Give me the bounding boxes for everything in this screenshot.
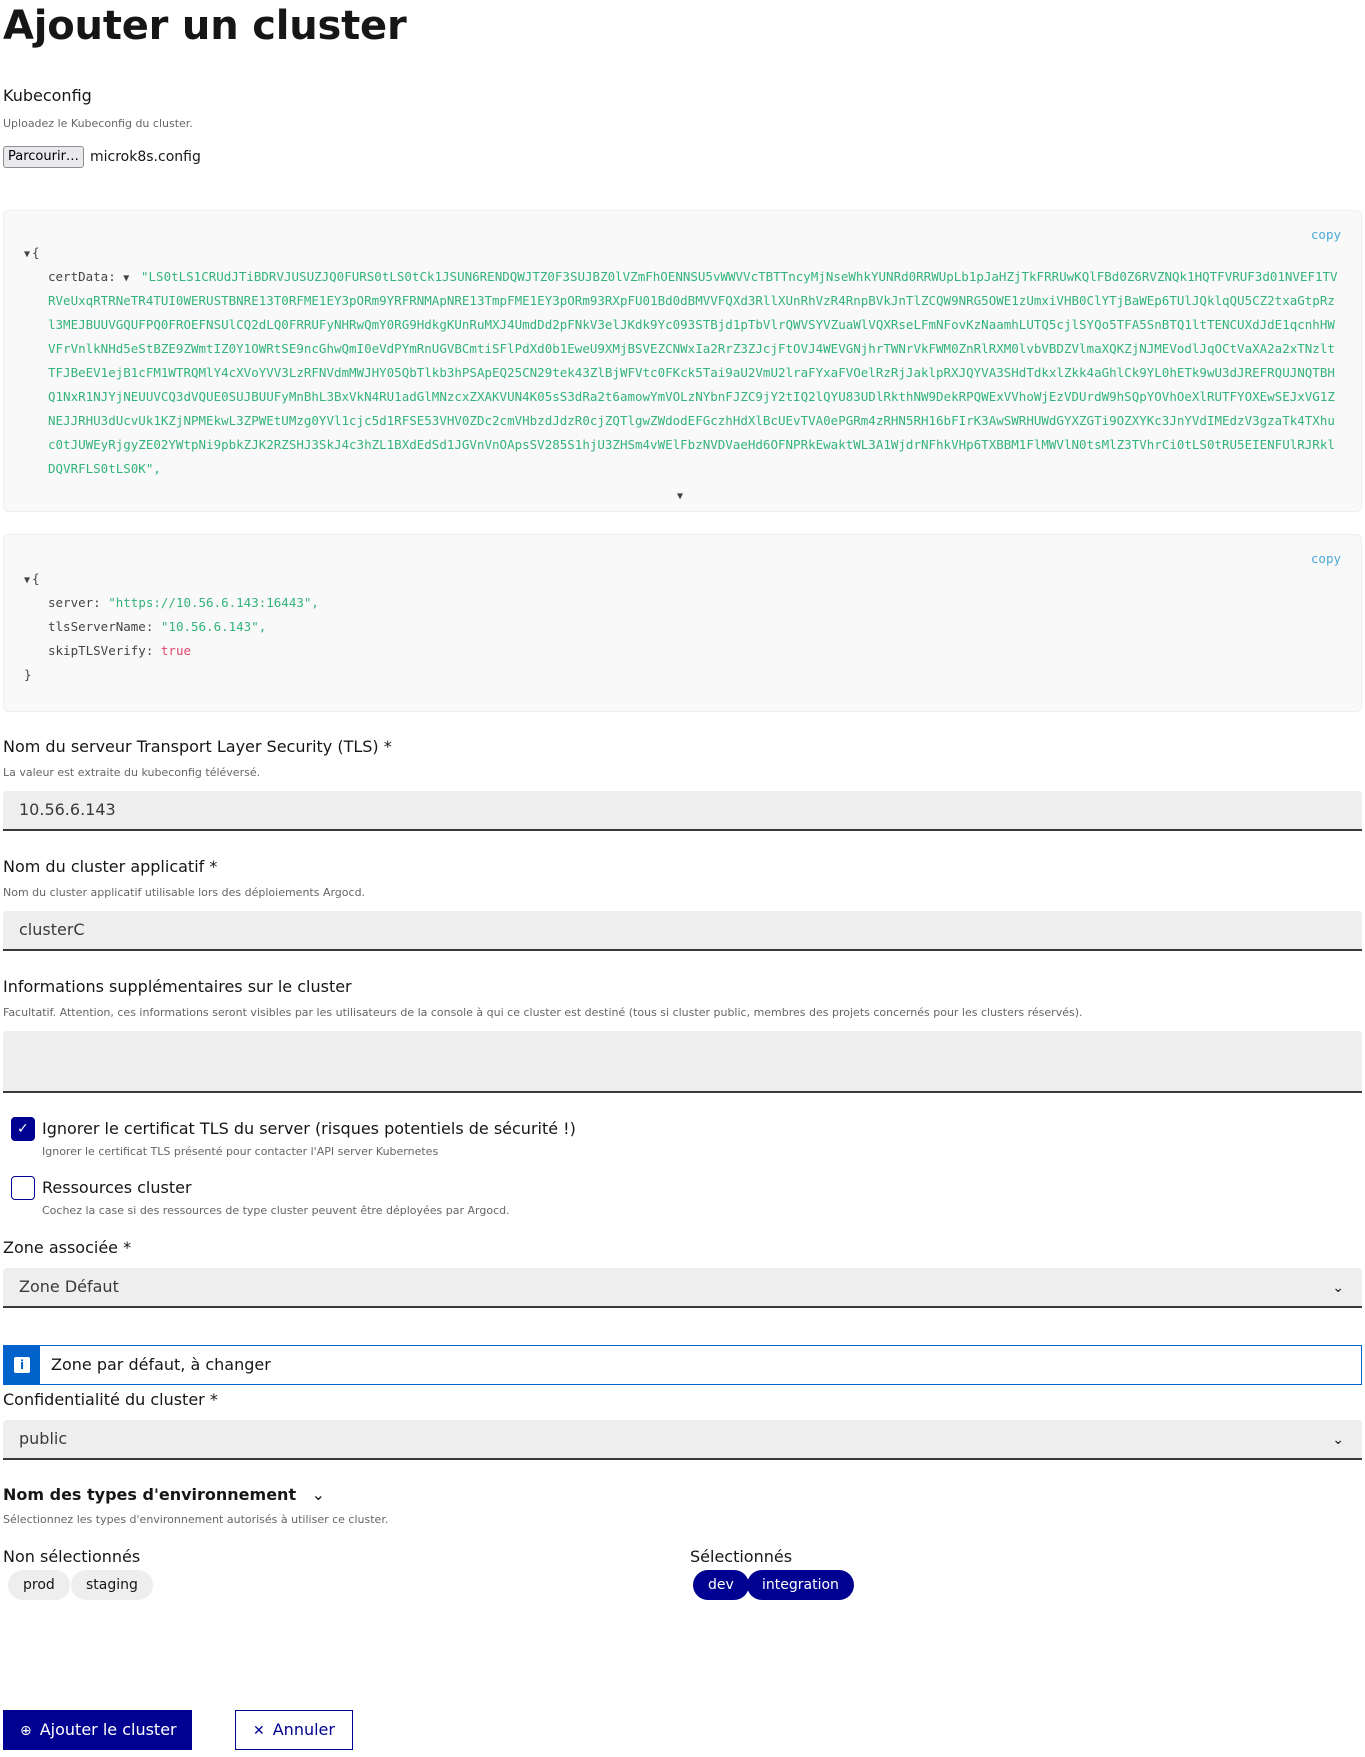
privacy-select[interactable] (3, 1420, 1362, 1460)
ignore-tls-checkbox[interactable] (11, 1117, 35, 1141)
chevron-down-icon: ⌄ (311, 1485, 326, 1504)
ignore-tls-hint: Ignorer le certificat TLS présenté pour contacter l'API server Kubernetes (42, 1145, 439, 1158)
cluster-name-input[interactable]: clusterC (3, 911, 1362, 951)
privacy-label: Confidentialité du cluster * (3, 1390, 218, 1409)
selected-file-name: microk8s.config (90, 149, 201, 165)
privacy-selected-value: public (19, 1429, 68, 1448)
info-icon: i (14, 1357, 30, 1373)
infos-label: Informations supplémentaires sur le cluster (3, 977, 352, 996)
cert-data-toggle-icon[interactable]: ▼ (123, 273, 130, 284)
zone-select[interactable] (3, 1268, 1362, 1308)
json-close-brace: } (24, 667, 32, 682)
json-skip-line: skipTLSVerify: true (48, 643, 191, 658)
env-chip-selected[interactable]: dev (693, 1570, 749, 1600)
env-chip-unselected[interactable]: prod (8, 1570, 70, 1600)
zone-info-alert (3, 1345, 1362, 1385)
copy-user-json-button[interactable]: copy (1310, 227, 1341, 242)
cert-data-key: certData: ▼ (48, 265, 131, 291)
collapse-toggle-icon[interactable]: ▼ (24, 575, 31, 586)
zone-label: Zone associée * (3, 1238, 132, 1257)
json-tls-line: tlsServerName: "10.56.6.143", (48, 619, 267, 634)
alert-text: Zone par défaut, à changer (51, 1355, 271, 1374)
chevron-down-icon: ⌄ (1332, 1432, 1344, 1448)
cancel-button[interactable]: ✕ Annuler (235, 1710, 353, 1750)
cluster-name-label: Nom du cluster applicatif * (3, 857, 218, 876)
add-cluster-button[interactable]: ⊕ Ajouter le cluster (3, 1710, 192, 1750)
kubeconfig-hint: Uploadez le Kubeconfig du cluster. (3, 117, 193, 130)
kubeconfig-label: Kubeconfig (3, 86, 92, 105)
cluster-resources-checkbox[interactable] (11, 1176, 35, 1200)
upload-icon: ⊕ (20, 1723, 32, 1739)
unselected-title: Non sélectionnés (3, 1547, 141, 1566)
expand-more-icon[interactable]: ▼ (677, 491, 684, 502)
infos-hint: Facultatif. Attention, ces informations seront visibles par les utilisateurs de la console à qui ce cluster est destiné (tous si cluster public, membres des projets concernés pour les clusters réservés). (3, 1006, 1083, 1019)
cert-data-value: "LS0tLS1CRUdJTiBDRVJUSUZJQ0FURS0tLS0tCk1JSUN6RENDQWJTZ0F3SUJBZ0lVZmFhOENNSU5vWWVVcTBTTncyMjNseWhkYUNRd0RRWUpLb1pJaHZjTkFRRUwKQlFBd0Z6RVZNQk1HQTFVRUF3d01NVEF1TVRVeUxqRTRNeTR4TUI0WERUSTBNRE13T0RFME1EY3pORm9YRFRNMApNRE13TmpFME1EY3pORm93RXpFU01Bd0dBMVVFQXd3RllXUnRhVzR4RnpBVkJnTlZCQW9NRG5OWE1zUmxiVHB0ClYTjBaWEp6TUlJQklqQU5CZ2txaGtpRzl3MEJBUUVGQUFPQ0FROEFNSUlCQ2dLQ0FRRUFyNHRwQmY0RG9HdkgKUnRuMXJ4UmdDd2pFNkV3elJKdk9Yc093STBjd1pTbVlrQWVSYVZuaWlVQXRseLFmNFovKzNaamhLUTQ5cjlSYQo5TFA5SnBTQ1ltTENCUXdJdE1qcnhHWVFrVnlkNHd5eStBZE9ZWmtIZ0Y1OWRtSE9ncGhwQmI0eVdPYmRnUGVBCmtiSFlPdXd0b1EweU9XMjBSVEZCNWxIa2RrZ3ZJcjFtOVJ4WEVGNjhrTWNrVkFWM0ZnRlRXM0lvbVBDZVlmaXQKZjNJMEVodlJqOCtVaXA2a2xTNzltTFJBeEV1ejB1cFM1WTRQMlY4cXVoYVV3LzRFNVdmMWJHY05QbTlkb3hPSApEQ25CN29tek43ZlBjWFVtc0FKck5Tai9aU2VmU2lraFYxaFVOelRzRjJaklpRXJQYVA3SHdTdkxlZkk4aGhlCk9YL0hETk9wU3dJREFRQUJNQTBHQ1NxR1NJYjNEUUVCQ3dVQUE0SUJBUUFyMnBhL3BxVkN4RU1adGlMNzcxZXAKVUN4K05sS3dRa2t6amowYmVOLzNYbnFJZC9jY2tIQ2lQYU83UDlRkthNW9DekRPQWExVVhoWjEzVDUrdW9hSQpYOVhOeXlRUTFYOXEwSEJxVG1ZNEJJRHU3dUcvUk1KZjNPMEkwL3ZPWEtUMzg0YVl1cjc5d1RFSE53VHV0ZDc2cmVHbzdJdzR0cjZQTlgwZWdodEFGczhHdXlBcUEvTVA0ePGRm4zRHN5RH16bFIrK3AwSWRHUWdGYXZGTi9OZXYKc3JnYVdIMEdzV3gzaTk4TXhuc0tJUWEyRjgyZE02YWtpNi9pbkZJK2RZSHJ3SkJ4c3hZL1BXdEdSd1JGVnVnOApsSV285S1hjU3ZHSm4vWElFbzNVDVaeHd6OFNPRkEwaktWL3A1WjdrNFhkVHp6TXBBM1FlMWVlN0tsMlZ3TVhrCi0tLS0tRU5EIENFUlRJRklDQVRFLS0tLS0K", (48, 269, 1338, 476)
tls-name-label: Nom du serveur Transport Layer Security (TLS) * (3, 737, 392, 756)
json-server-line: server: "https://10.56.6.143:16443", (48, 595, 319, 610)
tls-name-input[interactable]: 10.56.6.143 (3, 791, 1362, 831)
env-types-hint: Sélectionnez les types d'environnement autorisés à utiliser ce cluster. (3, 1513, 389, 1526)
kubeconfig-cluster-json-viewer (3, 534, 1362, 712)
infos-textarea[interactable] (3, 1031, 1362, 1093)
tls-name-hint: La valeur est extraite du kubeconfig téléversé. (3, 766, 261, 779)
page-title: Ajouter un cluster (3, 3, 407, 49)
alert-side-bar (4, 1346, 40, 1384)
cluster-resources-hint: Cochez la case si des ressources de type cluster peuvent être déployées par Argocd. (42, 1204, 510, 1217)
env-chip-selected[interactable]: integration (747, 1570, 854, 1600)
selected-title: Sélectionnés (690, 1547, 793, 1566)
cluster-resources-label[interactable]: Ressources cluster (42, 1178, 192, 1197)
chevron-down-icon: ⌄ (1332, 1280, 1344, 1296)
env-chip-unselected[interactable]: staging (71, 1570, 153, 1600)
collapse-toggle-icon[interactable]: ▼ (24, 249, 31, 260)
browse-file-button[interactable]: Parcourir… (3, 146, 84, 168)
env-types-toggle[interactable]: Nom des types d'environnement ⌄ (3, 1485, 326, 1504)
ignore-tls-label[interactable]: Ignorer le certificat TLS du server (risques potentiels de sécurité !) (42, 1119, 576, 1138)
json-open-brace: ▼ { (24, 567, 40, 593)
copy-cluster-json-button[interactable]: copy (1310, 551, 1341, 566)
zone-selected-value: Zone Défaut (19, 1277, 119, 1296)
json-open-brace: ▼ { (24, 241, 40, 267)
cluster-name-hint: Nom du cluster applicatif utilisable lors des déploiements Argocd. (3, 886, 366, 899)
close-icon: ✕ (253, 1723, 265, 1739)
kubeconfig-user-json-viewer (3, 210, 1362, 512)
